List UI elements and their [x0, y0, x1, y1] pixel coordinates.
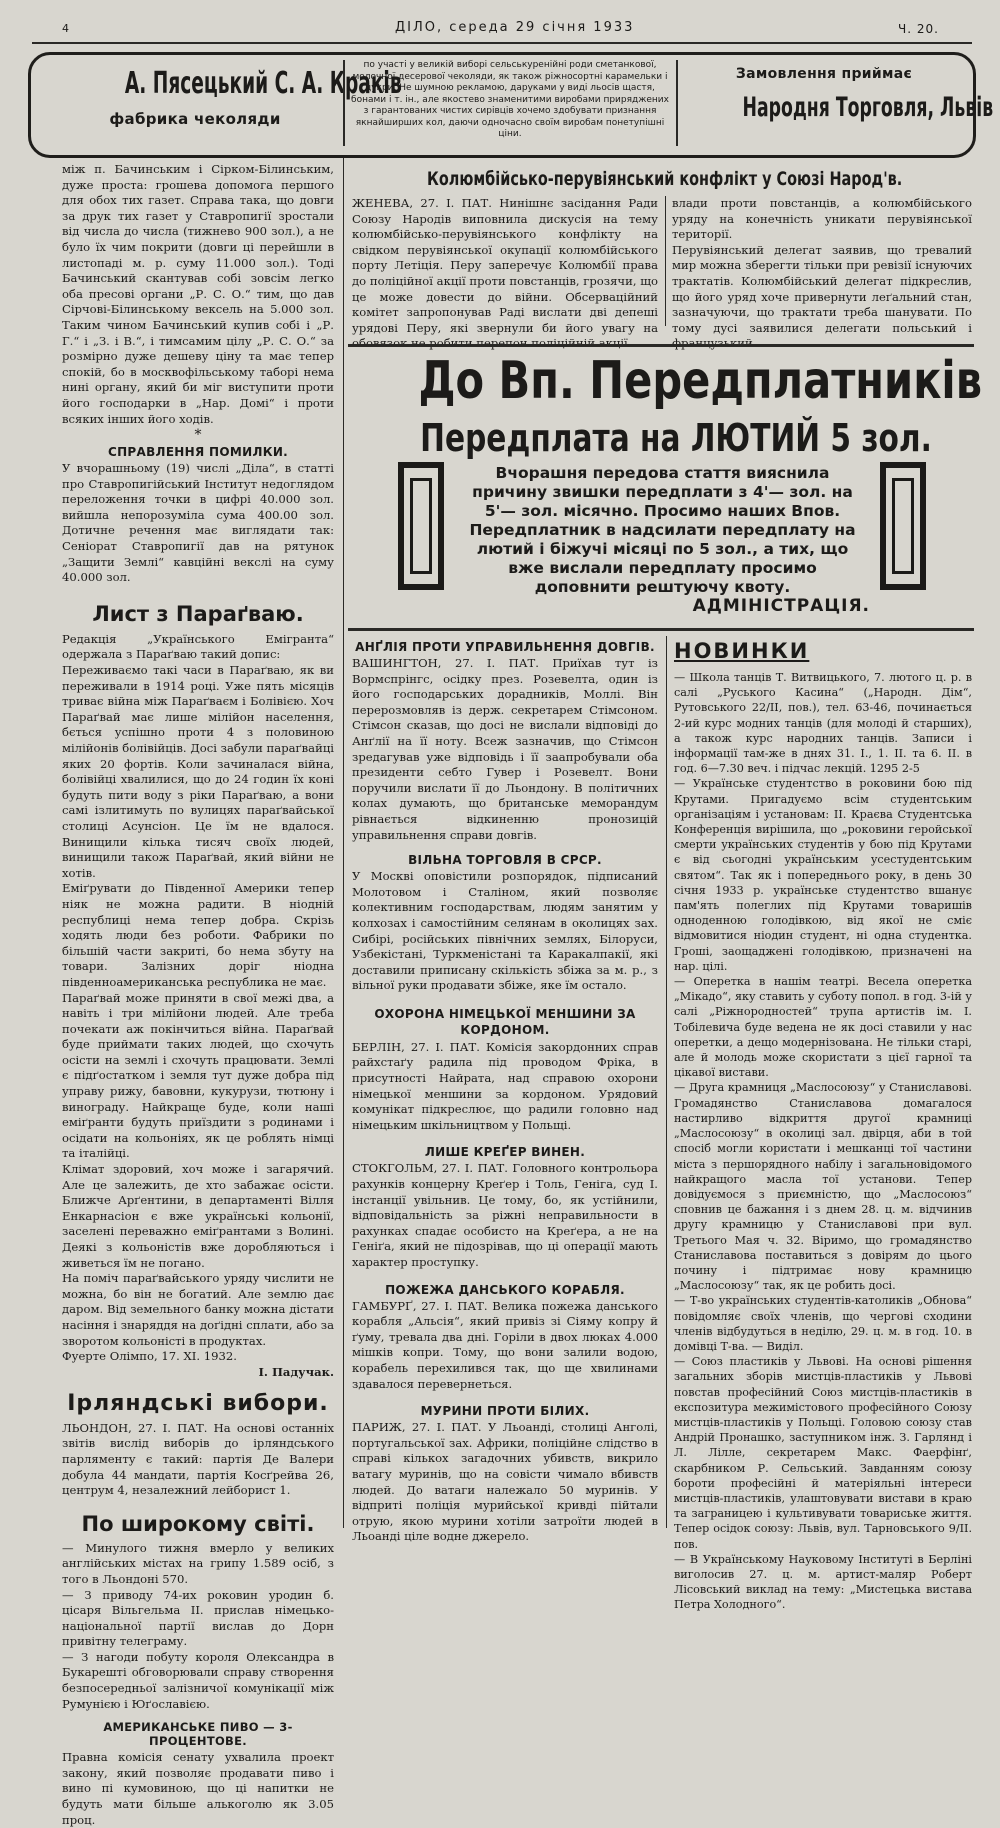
moors-text: ПАРИЖ, 27. І. ПАТ. У Льоанді, столиці Анголі, португальської зах. Африки, поліційне слідство в справі кількох загадочних убивств, викрило ватагу муринів, що на совісти чимало вбивств людей. До ватаги належало 50 муринів. У відприті поліція мурийської кривді пійтали отрую, якою мурини хотіли затроїти людей в Льоанді ціле водне джерело.: [352, 1420, 658, 1544]
ad-middle-text: по участі у великій виборі сельськуренійні роди сметанкової, молочної десерової чеколяди, як також ріжносортні карамельки і цукри. Не шумною рекламою, даруками у виді льосів щастя, бонами і т. ін., але якостево знаменитими виробами приряджених з гарантованих чистих сирівців хочемо здобувати признання якнайширших кол, даючи одночасно своїм виробам понетупішні ціни.: [351, 60, 669, 139]
subscription-bottom-rule: [348, 628, 974, 631]
correction-text: У вчорашньому (19) числі „Діла“, в статті про Ставропигійський Інститут недоглядом переложення точки в цифрі 40.000 зол. вийшла непорозуміла сума 400.00 зол. Дотичне речення має виглядати так: Сеніорат Ставропигії дав на рятунок „Защити Землі“ кавційні векслі на суму 40.000 зол.: [62, 461, 334, 585]
news-title: НОВИНКИ: [674, 639, 810, 663]
conflict-right-text: влади проти повстанців, а колюмбійського уряду на конечність уникати перувіянської території. Перувіянський делегат заявив, що тревалий мир можна зберегти тільки при ревізії існуючих трактатів. Колюмбійський делегат підкреслив, що його уряд хоче привернути леґальний стан, зазначуючи, що трактати треба шанувати. По тому дусі заявилися делегати польський і французький.: [672, 196, 972, 351]
world-title: По широкому світі.: [81, 1511, 315, 1536]
minority-title: ОХОРОНА НІМЕЦЬКОЇ МЕНШИНИ ЗА КОРДОНОМ.: [374, 1006, 636, 1037]
right-column: [674, 636, 972, 1613]
beer-text: Правна комісія сенату ухвалила проект закону, який позволяє продавати пиво і вино пі кумовиною, що ці напитки не будуть мати більше алькоголю як 3.05 проц.: [62, 1750, 334, 1827]
subscription-signature: АДМІНІСТРАЦІЯ.: [692, 596, 870, 616]
order-label: Замовлення приймає: [735, 66, 913, 82]
beer-title: АМЕРИКАНСЬКЕ ПИВО — 3-ПРОЦЕНТОВЕ.: [103, 1720, 293, 1749]
news-text: — Школа танців Т. Витвицького, 7. лютого ц. р. в салі „Руського Касина“ („Народн. Дім“, Рутовського 22/II, пов.), тел. 63-46, починається 2-ий курс модних танців (для молоді й старших), а також курс народних танців. Записи і інформації там-же в днях 31. І., 1. II. та 6. II. в год. 6—7.30 веч. і підчас лекцій. 1295 2-5 — Українське студентство в роковини бою під Крутами. Пригадуємо всім студентським організаціям і установам: II. Краєва Студентська Конференція вирішила, що „роковини геройської смерти українських студентів у бою під Крутами є від сьогодні українським усестудентським святом“. Так як і попереднього року, в день 30 січня 1933 р. українське студентство вшанує пам'ять полеглих під Крутами товаришів одноденною голодівкою, від якої не сміє відмовитися ніодин студент, ні одна студентка. Гроші, заощаджені голодівкою, призначені на нар. цілі. — Оперетка в нашім театрі. Весела оперетка „Мікадо“, яку ставить у суботу попол. в год. 3-ій у салі „Ріжнородностей“ трупа артистів ім. І. Тобілевича буде ведена не як досі ставили у нас оперетки, а дещо модернізована. Не тільки старі, але й молодь може скористати з цієї гарної та цікавої вистави. — Друга крамниця „Маслосоюзу“ у Станиславові. Громадянство Станиславова домагалося настирливо відкриття другої крамниці „Маслосоюзу“ в околиці зал. двірця, аби в той спосіб могли користати і мешканці тої частини міста з першорядного набілу і загальновідомого найкращого масла тої установи. Тепер довідуємося з приємністю, що „Маслосоюз“ сповнив це бажання і з днем 28. ц. м. відчинив другу крамницю у Станиславові при вул. Третього Мая ч. 32. Віримо, що громадянство Станиславова поставиться з довірям до цього почину і підтримає нову крамницю „Маслосоюзу“ так, як це робить досі. — Т-во українських студентів-католиків „Обнова“ повідомляє своїх членів, що чергові сходини членів відбудуться в неділю, 29. ц. м. в год. 10. в домівці Т-ва. — Виділ. — Союз пластиків у Львові. На основі рішення загальних зборів мистців-пластиків у Львові повстав професійний Союз мистців-пластиків в експозитура межимістового професійного Союзу мистців-пластиків у Польщі. Головою союзу став Андрій Пронашко, заступником інж. З. Гарлянд і Л. Лілле, секретарем Макс. Фаерфінґ, скарбником Р. Сельський. Завданням союзу бороти професійні й матеріяльні інтереси мистців-пластиків, улаштовувати вистави в краю та заграницею і культивувати товариське життя. Тепер осідок союзу: Львів, вул. Тарновського 9/II. пов. — В Українському Науковому Інституті в Берліні виголосив 27. ц. м. артист-маляр Роберт Лісовський виклад на тему: „Мистецька вистава Петра Холодного“.: [674, 671, 972, 1612]
ad-divider-left: [343, 60, 345, 146]
correction-title: СПРАВЛЕННЯ ПОМИЛКИ.: [107, 445, 289, 460]
left-column: [62, 162, 334, 1828]
subscription-body: Вчорашня передова стаття вияснила причину звишки передплати з 4'— зол. на 5'— зол. місячно. Просимо наших Впов. Передплатник в надсилати передплату на лютий і біжучі місяці по 5 зол., а тих, що вже вислали передплату просимо доповнити рештуючу квоту.: [469, 464, 856, 596]
conflict-title: Колюмбійсько-перувіянський конфлікт у Союзі Народ'в.: [427, 168, 903, 190]
middle-column: [352, 640, 658, 1545]
chocolate-factory-label: фабрика чеколяди: [109, 110, 281, 128]
section-star: *: [194, 427, 202, 444]
moors-title: МУРИНИ ПРОТИ БІЛИХ.: [420, 1404, 590, 1419]
subscription-top-rule: [348, 344, 974, 347]
trade-title: ВІЛЬНА ТОРГОВЛЯ В СРСР.: [408, 853, 602, 868]
paraguay-text: Редакція „Українського Емігранта“ одержала з Параґваю такий допис: Переживаємо такі часи в Параґваю, як ви переживали в 1914 році. Уже пять місяців триває війна між Параґваєм і Болівією. Хоч Параґвай має лише мілійон населення, бється успішно проти 4 з половиною мілійонів болівійців. Досі забули параґвайці яких 20 фортів. Коли зачиналася війна, болівійці хвалилися, що до 24 годин їх коні будуть пити воду з ріки Параґваю, а вони самі ізлитимуть по вулицях параґвайської столиці Асунсіон. Це їм не вдалося. Винищили кілька тисяч своїх людей, винищили також Параґвай, який війни не хотів. Еміґрувати до Південної Америки тепер ніяк не можна радити. В ніодній республиці нема тепер добра. Скрізь ходять люди без роботи. Фабрики по більшій части закриті, бо нема збуту на товари. Залізних доріг ніодна південноамериканська республика не має. Параґвай може приняти в свої межі два, а навіть і три мілійони людей. Але треба почекати аж покінчиться війна. Параґвай буде приймати таких людей, що схочуть осісти на землі і схочуть працювати. Землі є підґостатком і земля тут дуже добра під управу рижу, бавовни, кукурузи, тютюну і винограду. Найкраще буде, коли наші еміґранти будуть приїздити з родинами і осідати на кольоніях, як це роблять німці та італійці. Клімат здоровий, хоч може і загарячий. Але це залежить, де хто забажає осісти. Ближче Арґентини, в департаменті Вілля Енкарнасіон є вже українські кольонії, заселені переважно еміґрантами з Волині. Деякі з кольоністів вже доробляються і живеться їм не погано. На поміч параґвайського уряду числити не можна, бо він не богатий. Але землю дає даром. Від земельного банку можна дістати насіння і знаряддя на доґідні сплати, або за зворотом кольоністі в продуктах. Фуерте Олімпо, 17. XI. 1932.: [62, 631, 335, 1364]
header-rule: [32, 42, 972, 44]
page-number: 4: [62, 22, 70, 35]
fire-text: ГАМБУРҐ, 27. І. ПАТ. Велика пожежа данського корабля „Альсія“, який привіз зі Сіяму копру й ґуму, тревала два дні. Горіли в двох люках 4.000 мішків копри. Тому, що вони залили водою, корабель перехилився так, що ще хвилинами здавалося перевернеться.: [352, 1298, 658, 1391]
kreuger-text: СТОКГОЛЬМ, 27. І. ПАТ. Головного контрольора рахунків концерну Креґер і Толь, Геніга, суд І. інстанції увільнив. Це тому, бо, як устійнили, відповідальність за ріжні неправильности в рахунках спадає особисто на Креґера, а не на Геніґа, який не підозрівав, що ці операції мають характер проступку.: [352, 1161, 658, 1269]
left-decorative-bar: [398, 462, 444, 590]
subscription-title: До Вп. Передплатників: [418, 351, 983, 411]
ireland-text: ЛЬОНДОН, 27. І. ПАТ. На основі останніх звітів вислід виборів до ірляндського парляменту є такий: партія Де Валери добула 44 мандати, партія Косґрейва 26, центрум 4, незалежний лейборист 1.: [62, 1420, 334, 1498]
trade-company-brand: Народня Торговля, Львів: [742, 92, 994, 123]
trade-text: У Москві оповістили розпорядок, підписаний Молотовом і Сталіном, який позволяє колективним господарствам, людям занятим у колхозах і самостійним селянам в околицях зах. Сибірі, російських північних землях, Білоруси, Узбекістані, Туркменістані та Каракалпакії, які доставили приписану скількість збіжа за м. р., з вільної руки продавати збіже, яке їм остало.: [352, 869, 658, 993]
right-decorative-bar: [880, 462, 926, 590]
conflict-left-text: ЖЕНЕВА, 27. І. ПАТ. Нинішнє засідання Ради Союзу Народів виповнила дискусія на тему колюмбійсько-перувіянського конфлікту на свідком перувіянської окупації колюмбійського порту Летіція. Перу заперечує Колюмбії права до поліційної акції проти повстанців, грозячи, що це може довести до війни. Обсерваційний комітет запропонував Раді вислати дві депеші урядові Перу, які звернули би його увагу на обовязок не робити перепон поліційній акції: [352, 196, 658, 351]
paraguay-signature: І. Падучак.: [258, 1364, 334, 1379]
masthead: ДІЛО, середа 29 січня 1933: [395, 20, 635, 35]
column-rule-2: [666, 636, 667, 1528]
england-title: АНҐЛІЯ ПРОТИ УПРАВИЛЬНЕННЯ ДОВГІВ.: [355, 640, 655, 654]
column-rule-1: [343, 158, 344, 1528]
paraguay-title: Лист з Параґваю.: [92, 601, 304, 626]
fire-title: ПОЖЕЖА ДАНСЬКОГО КОРАБЛЯ.: [385, 1282, 625, 1297]
england-text: ВАШИНГТОН, 27. І. ПАТ. Приїхав тут із Вормспрінгс, осідку през. Розевелта, один із його господарських дорадників, Моллі. Він перерозмовляв із держ. секретарем Стімсоном. Стімсон сказав, що досі не вислали відповіді до Анґлії на її ноту. Всеж зазначив, що Стімсон зредагував уже відповідь і її заапробували оба президенти себто Гувер і Розевелт. Вони поручили вислати її до Льондону. В політичних колах думають, що британське меморандум рівнається відкиненню пронозицій управильнення справи довгів.: [352, 656, 658, 842]
minority-text: БЕРЛІН, 27. І. ПАТ. Комісія закордонних справ райхстаґу радила під проводом Фріка, в присутності Найрата, над справою охорони німецької меншини за кордоном. Урядовий комунікат підкреслює, що радили головно над німецьким шкільництвом у Польщі.: [352, 1039, 658, 1132]
ireland-title: Ірляндські вибори.: [67, 1390, 329, 1416]
issue-number: Ч. 20.: [898, 22, 939, 36]
chocolate-brand: А. Пясецький С. А. Краків: [124, 66, 402, 101]
bachynsky-article-text: між п. Бачинським і Сірком-Білинським, дуже проста: грошева допомога першого для обох тих газет. Справа така, що довги за друк тих газет у Ставропигії зростали від числа до числа (тижнево 900 зол.), а не було їх чим покрити (довги ці перейшли в листопаді м. р. суму 11.000 зол.). Тоді Бачинський скантував собі зовсім легко оба пресові органи „Р. С. О.“ тим, що дав Сірчові-Білинському вексель на 5.000 зол. Таким чином Бачинський купив собі і „Р. Г.“ і „З. і В.“, і тимсамим цілу „Р. С. О.“ за розмірно дуже дешеву ціну та має тепер спокій, бо в москвофільському таборі нема нині органу, який би міг виступити проти його господарки в „Нар. Домі“ і проти всяких інших його ходів.: [62, 162, 334, 426]
conflict-divider: [665, 196, 666, 326]
subscription-subtitle: Передплата на ЛЮТИЙ 5 зол.: [420, 416, 932, 460]
world-text: — Минулого тижня вмерло у великих англійських містах на грипу 1.589 осіб, з того в Льондоні 570. — З приводу 74-их роковин уродин б. цісаря Вільгельма II. прислав німецько-національної партії вислав до Дорн привітну телеграму. — З нагоди побуту короля Олександра в Букарешті обговорювали справу створення безпосередньої залізничої комунікації між Румунією і Юґославією.: [62, 1540, 334, 1711]
kreuger-title: ЛИШЕ КРЕҐЕР ВИНЕН.: [424, 1145, 586, 1160]
